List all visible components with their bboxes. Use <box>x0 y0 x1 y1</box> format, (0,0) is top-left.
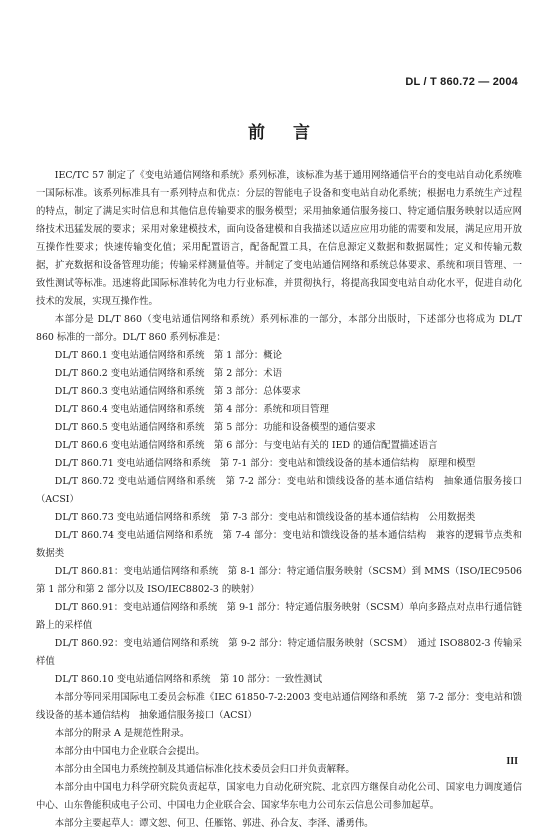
series-list-item: DL/T 860.10 变电站通信网络和系统 第 10 部分：一致性测试 <box>54 674 323 685</box>
series-list-item: DL/T 860.74 变电站通信网络和系统 第 7-4 部分：变电站和馈线设备的基本通信结构 兼容的逻辑节点类和数据类 <box>36 530 522 559</box>
series-list-item: DL/T 860.71 变电站通信网络和系统 第 7-1 部分：变电站和馈线设备的基本通信结构 原理和模型 <box>54 458 476 469</box>
intro-paragraph: IEC/TC 57 制定了《变电站通信网络和系统》系列标准，该标准为基于通用网络通信平台的变电站自动化系统唯一国际标准。该系列标准具有一系列特点和优点：分层的智能电子设备和变电站自动化系统；根据电力系统生产过程的特点，制定了满足实时信息和其他信息传输要求的服务模型；采用抽象通信服务接口、特定通信服务映射以适应网络技术迅猛发展的要求；采用对象建模技术，面向设备建模和自我描述以适应应用功能的需要和发展，满足应用开放互操作性要求；快速传输变化值；采用配置语言，配备配置工具，在信息源定义数据和数据属性；定义和传输元数据，扩充数据和设备管理功能；传输采样测量值等。并制定了变电站通信网络和系统总体要求、系统和项目管理、一致性测试等标准。迅速将此国际标准转化为电力行业标准，并贯彻执行，将提高我国变电站自动化水平，促进自动化技术的发展，实现互操作性。 <box>36 170 522 307</box>
page-number: III <box>506 756 518 767</box>
series-list-item: DL/T 860.72 变电站通信网络和系统 第 7-2 部分：变电站和馈线设备的基本通信结构 抽象通信服务接口（ACSI） <box>36 476 522 505</box>
series-list-item: DL/T 860.1 变电站通信网络和系统 第 1 部分：概论 <box>54 350 283 361</box>
administrator-note: 本部分由全国电力系统控制及其通信标准化技术委员会归口并负责解释。 <box>54 764 355 775</box>
series-list-item: DL/T 860.5 变电站通信网络和系统 第 5 部分：功能和设备模型的通信要求 <box>54 422 376 433</box>
series-list-item: DL/T 860.73 变电站通信网络和系统 第 7-3 部分：变电站和馈线设备的基本通信结构 公用数据类 <box>54 512 476 523</box>
adoption-paragraph: 本部分等同采用国际电工委员会标准《IEC 61850-7-2:2003 变电站通信网络和系统 第 7-2 部分：变电站和馈线设备的基本通信结构 抽象通信服务接口（ACSI） <box>36 692 522 721</box>
series-list-item: DL/T 860.3 变电站通信网络和系统 第 3 部分：总体要求 <box>54 386 301 397</box>
series-intro-paragraph: 本部分是 DL/T 860（变电站通信网络和系统）系列标准的一部分，本部分出版时，下述部分也将成为 DL/T 860 标准的一部分。DL/T 860 系列标准是： <box>36 314 522 343</box>
series-list-item: DL/T 860.81：变电站通信网络和系统 第 8-1 部分：特定通信服务映射（SCSM）到 MMS（ISO/IEC9506 第 1 部分和第 2 部分以及 ISO/IEC8802-3 的映射） <box>36 566 522 595</box>
drafters-list: 本部分主要起草人：谭文恕、何卫、任雁铭、郭进、孙合友、李泽、潘勇伟。 <box>54 818 374 829</box>
series-list-item: DL/T 860.2 变电站通信网络和系统 第 2 部分：术语 <box>54 368 283 379</box>
proposer-note: 本部分由中国电力企业联合会提出。 <box>54 746 205 757</box>
series-list-item: DL/T 860.4 变电站通信网络和系统 第 4 部分：系统和项目管理 <box>54 404 329 415</box>
drafting-organizations: 本部分由中国电力科学研究院负责起草，国家电力自动化研究院、北京四方继保自动化公司、国家电力调度通信中心、山东鲁能积成电子公司、中国电力企业联合会、国家华东电力公司东云信息公司参加起草。 <box>36 782 522 811</box>
series-list-item: DL/T 860.92：变电站通信网络和系统 第 9-2 部分：特定通信服务映射（SCSM） 通过 ISO8802-3 传输采样值 <box>36 638 522 667</box>
standard-code-header: DL / T 860.72 — 2004 <box>405 76 518 88</box>
foreword-body <box>36 167 522 833</box>
appendix-note: 本部分的附录 A 是规范性附录。 <box>54 728 190 739</box>
page-title: 前言 <box>248 123 338 143</box>
series-list-item: DL/T 860.91：变电站通信网络和系统 第 9-1 部分：特定通信服务映射（SCSM）单向多路点对点串行通信链路上的采样值 <box>36 602 522 631</box>
series-list-item: DL/T 860.6 变电站通信网络和系统 第 6 部分：与变电站有关的 IED 的通信配置描述语言 <box>54 440 438 451</box>
